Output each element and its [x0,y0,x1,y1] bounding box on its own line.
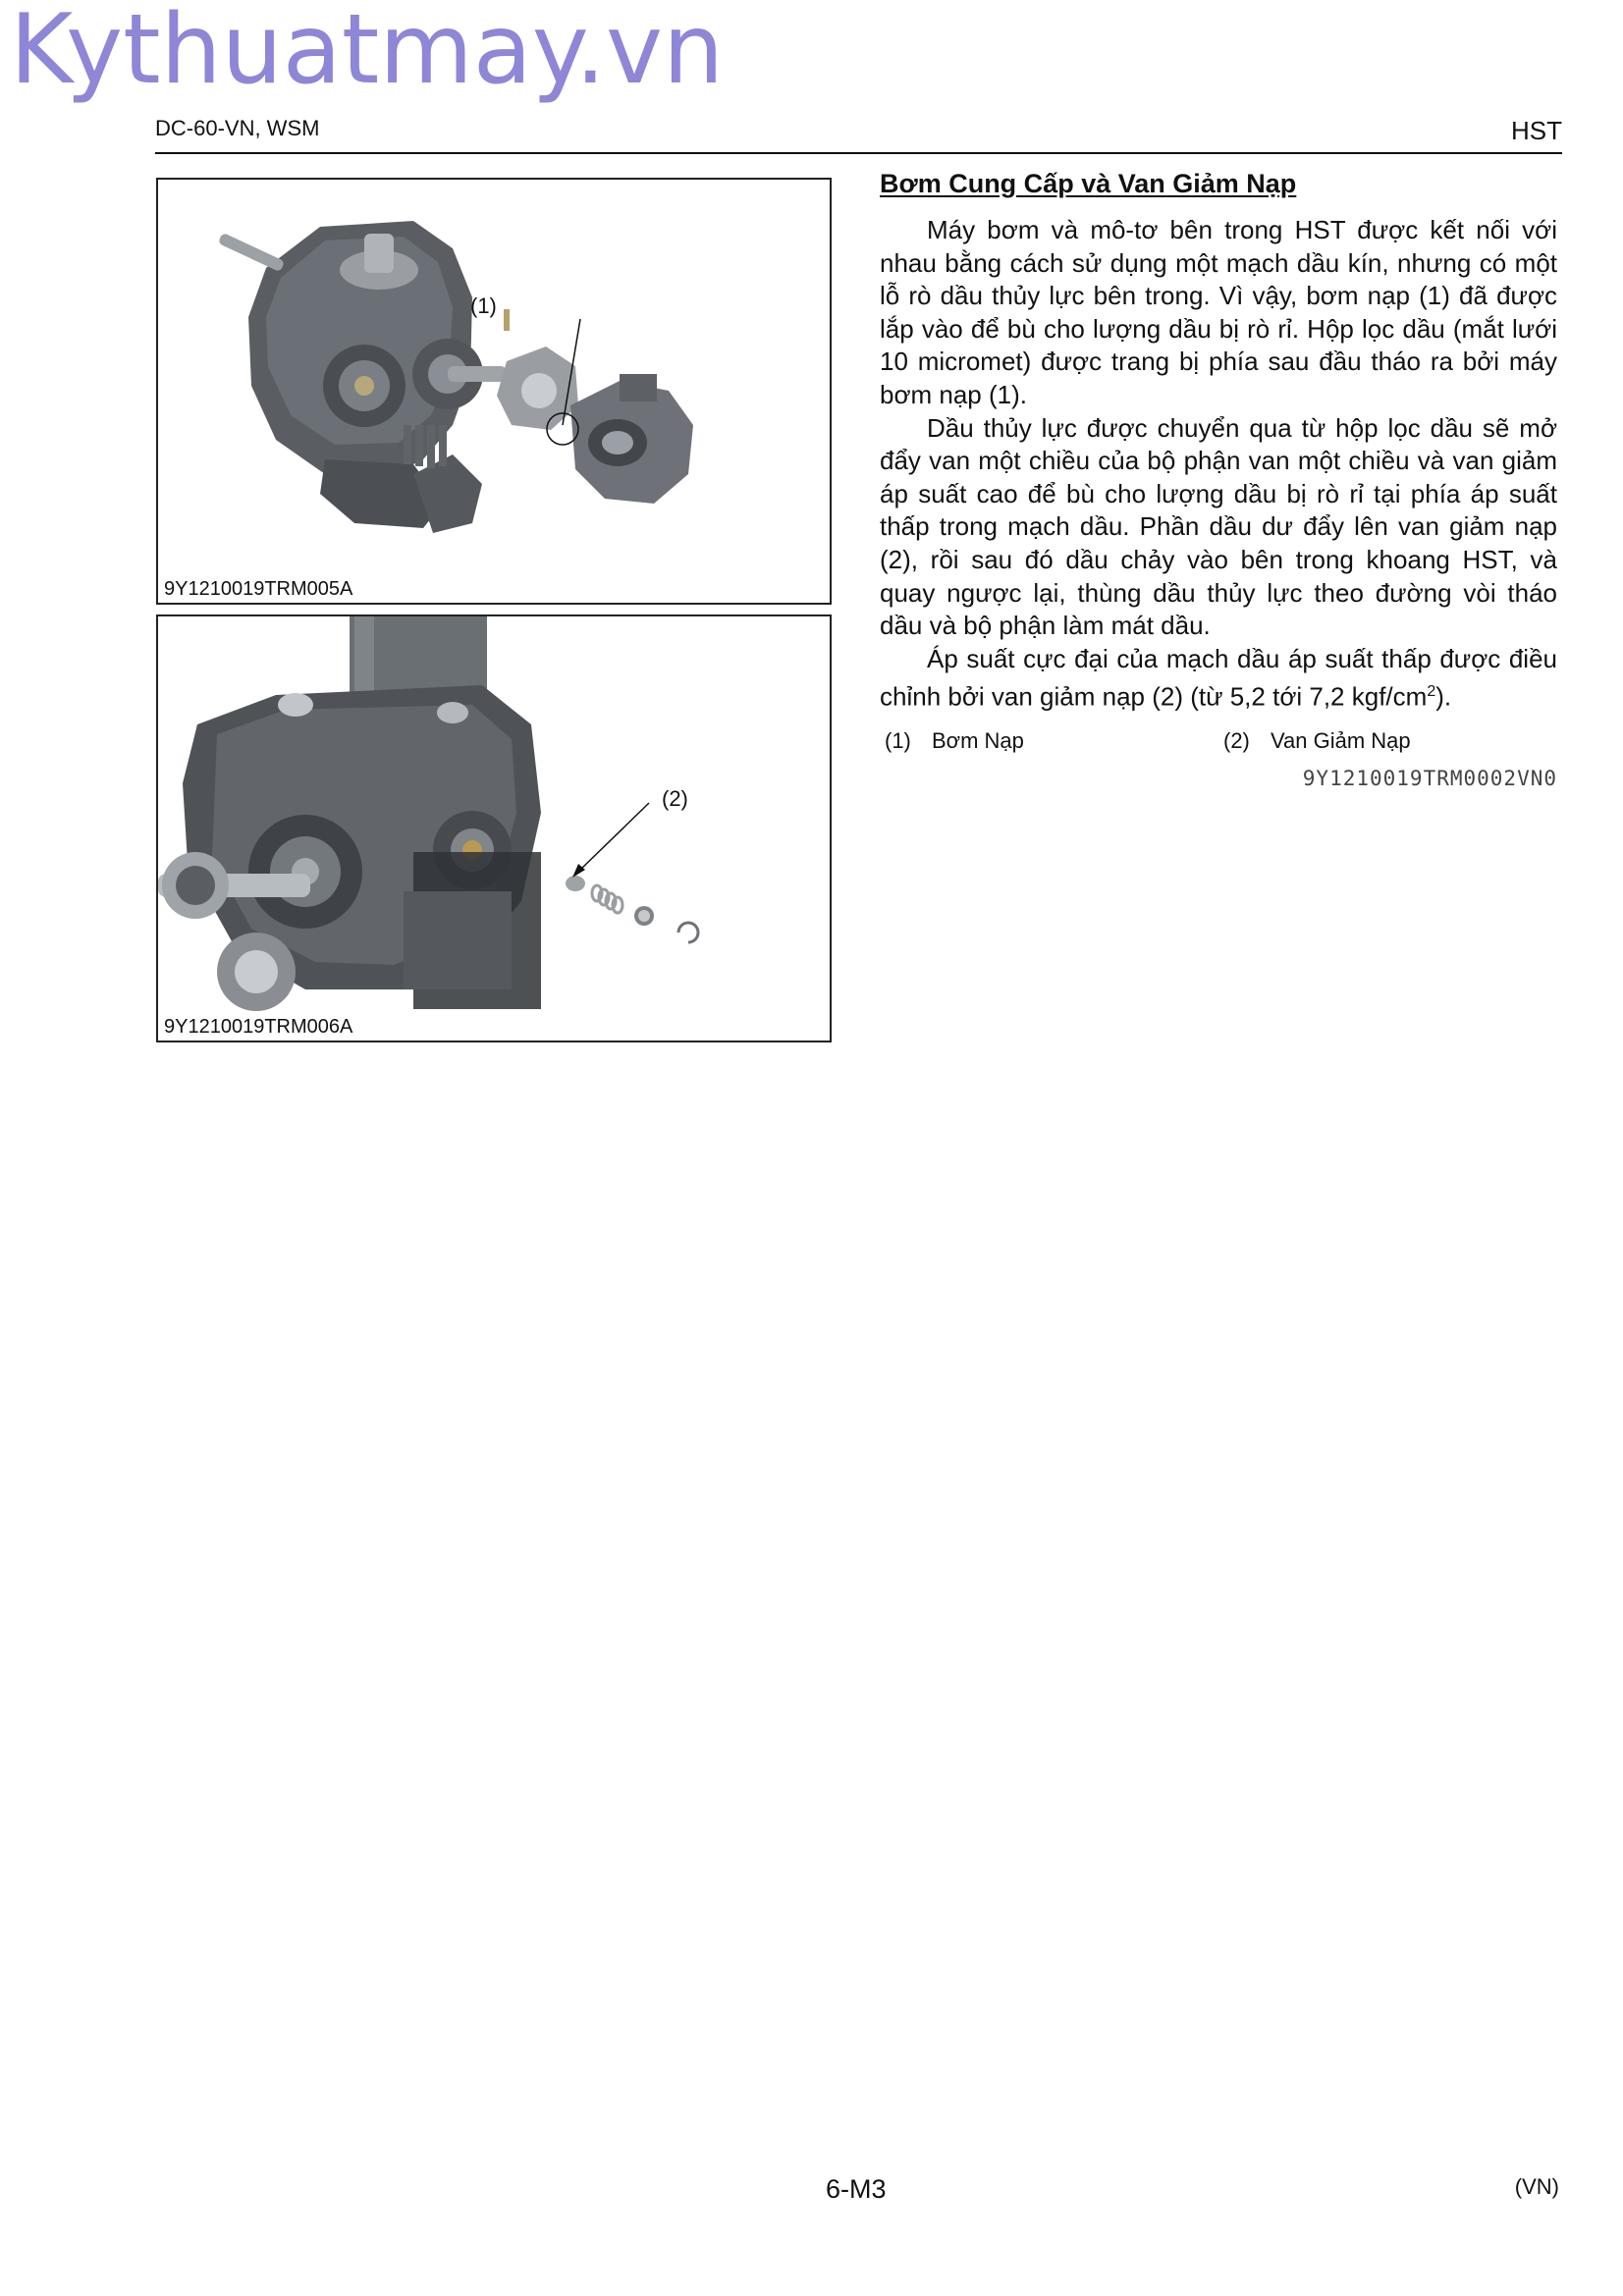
legend-item-1 [885,728,1024,754]
paragraph-1: Máy bơm và mô-tơ bên trong HST được kết nối với nhau bằng cách sử dụng một mạch dầu kín, nhưng có một lỗ rò dầu thủy lực bên trong. Vì vậy, bơm nạp (1) đã được lắp vào để bù cho lượng dầu bị rò rỉ. Hộp lọc dầu (mắt lưới 10 micromet) được trang bị phía sau đầu tháo ra bởi máy bơm nạp (1). [880,215,1557,409]
figure-code: 9Y1210019TRM005A [164,578,353,600]
callout-2: (2) [662,786,688,811]
paragraph-2: Dầu thủy lực được chuyển qua từ hộp lọc dầu sẽ mở đẩy van một chiều của bộ phận van một chiều và van giảm áp suất cao để bù cho lượng dầu bị rò rỉ tại phía áp suất thấp trong mạch dầu. Phần dầu dư đẩy lên van giảm nạp (2), rồi sau đó dầu chảy vào bên trong khoang HST, và quay ngược lại, thùng dầu thủy lực theo đường vòi tháo dầu và bộ phận làm mát dầu. [880,412,1557,641]
legend-num: (2) [1223,728,1250,753]
page-number: 6-M3 [826,2174,887,2204]
header-rule [155,152,1562,154]
header-doc-id: DC-60-VN, WSM [155,116,320,140]
figure-charge-pump [156,178,832,605]
paragraph-3-text: Áp suất cực đại của mạch dầu áp suất thấp được điều chỉnh bởi van giảm nạp (2) (từ 5,2 tới 7,2 kgf/cm [880,643,1557,712]
pump-cover-plate-photo [497,309,578,430]
paragraph-3-end: ). [1435,681,1452,712]
hst-housing-photo [218,221,507,533]
legend-item-2 [1223,728,1411,754]
header-section: HST [1511,116,1562,145]
legend-num: (1) [885,728,911,753]
legend-label: Van Giảm Nạp [1271,728,1411,753]
section-body [880,214,1557,715]
relief-valve-illustration [158,616,830,1041]
charge-pump-photo [570,374,693,504]
language-tag: (VN) [1514,2174,1559,2199]
hst-assembly-photo [158,616,541,1011]
paragraph-3 [880,643,1557,715]
legend-label: Bơm Nạp [932,728,1024,753]
section-code: 9Y1210019TRM0002VN0 [1302,767,1557,790]
relief-valve-parts-photo [566,876,698,942]
watermark: Kythuatmay.vn [10,0,725,106]
section-title: Bơm Cung Cấp và Van Giảm Nạp [880,169,1297,198]
callout-1: (1) [470,294,497,318]
figure-relief-valve [156,614,832,1042]
superscript: 2 [1427,683,1436,701]
charge-pump-illustration [158,180,830,603]
figure-code: 9Y1210019TRM006A [164,1016,353,1038]
